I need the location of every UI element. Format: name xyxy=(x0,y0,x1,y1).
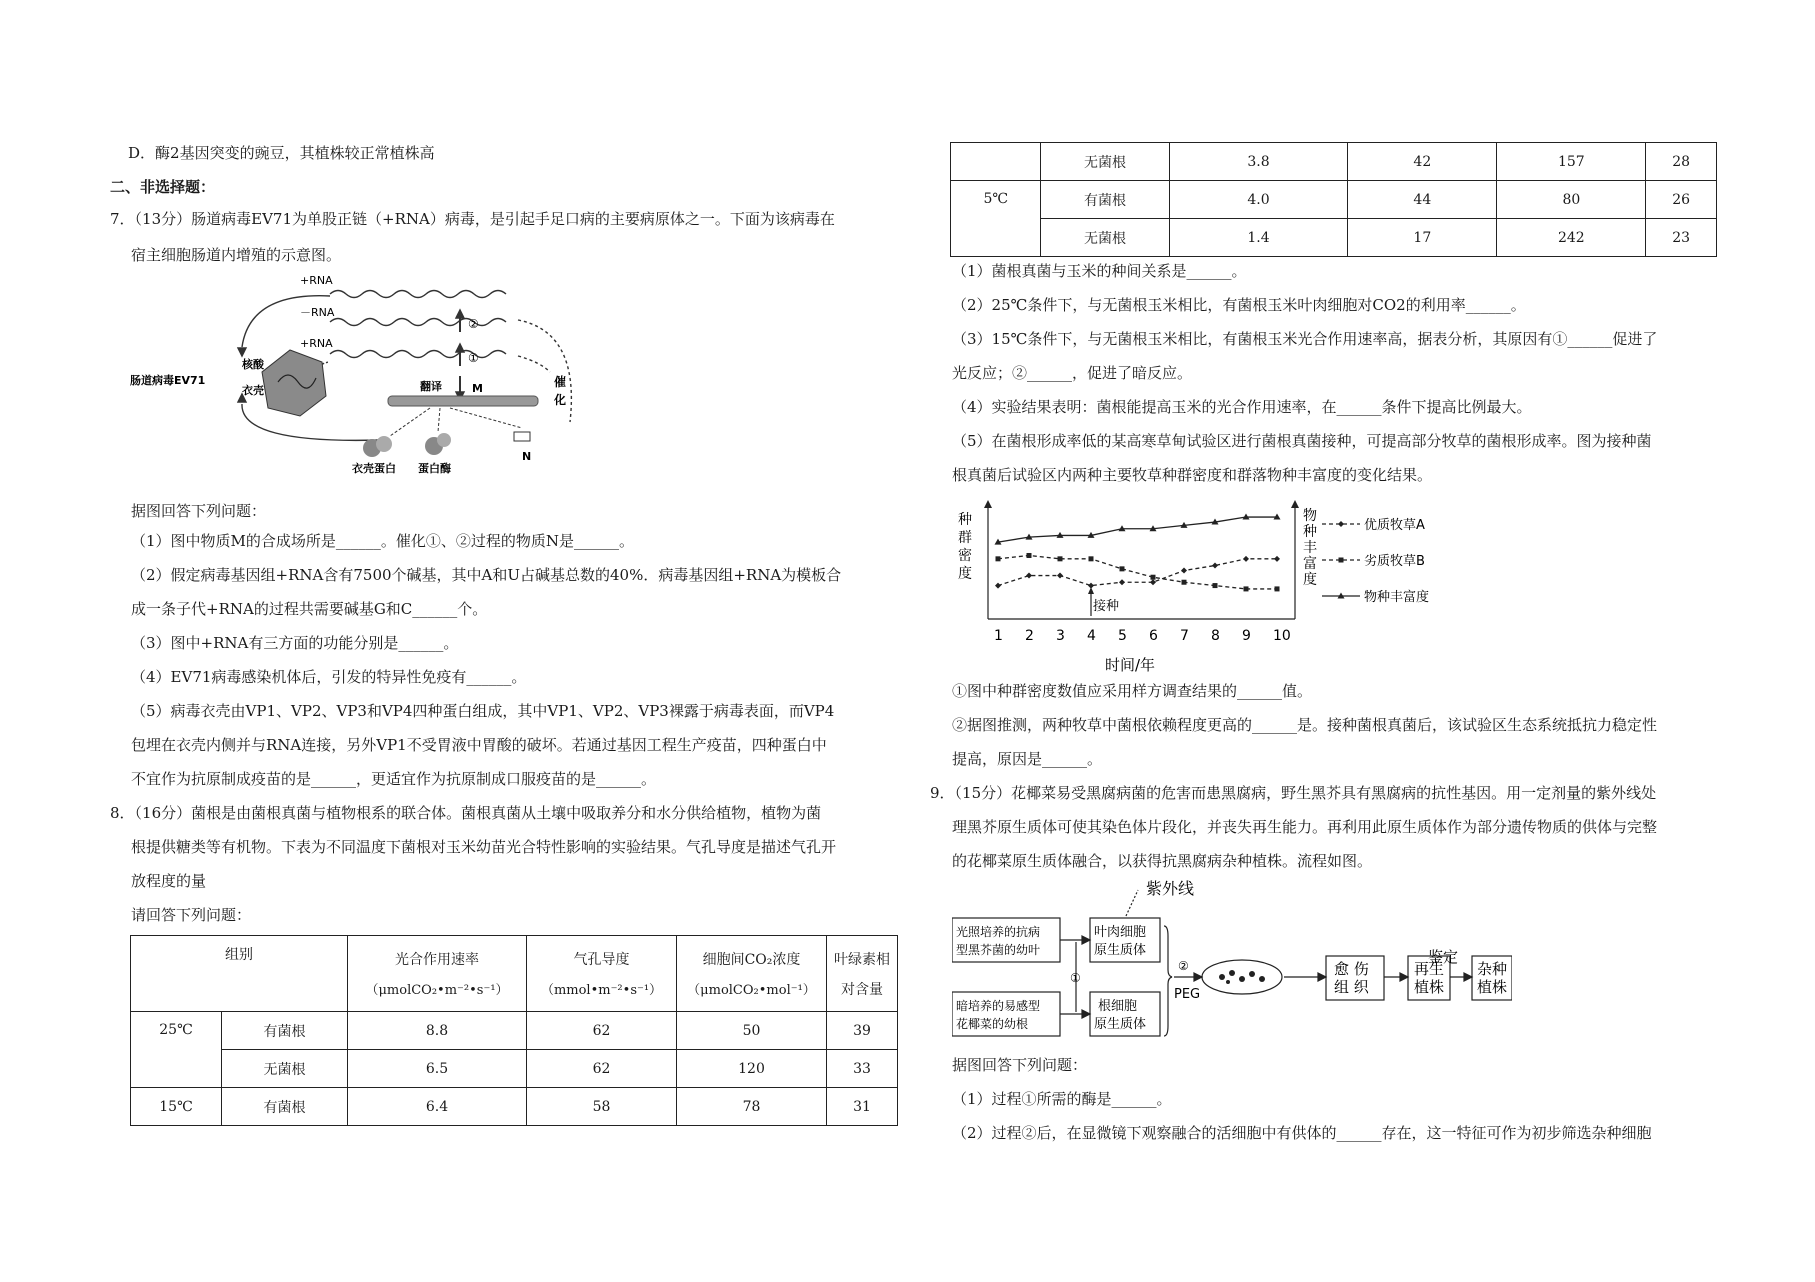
y-right-char: 种 xyxy=(1303,524,1317,540)
series-a-point xyxy=(1243,556,1249,562)
flow-step1: ① xyxy=(1070,971,1081,985)
q9-prompt: 据图回答下列问题： xyxy=(952,1056,1088,1074)
series-b-point xyxy=(1244,586,1249,591)
hybrid-line1: 杂种 xyxy=(1477,960,1508,978)
series-b-point xyxy=(1089,556,1094,561)
flow-step2: ② xyxy=(1178,959,1189,973)
series-b-point xyxy=(1120,566,1125,571)
q8-sub2: （2）25℃条件下，与无菌根玉米相比，有菌根玉米叶肉细胞对CO2的利用率______。 xyxy=(952,296,1526,314)
peg-label: PEG xyxy=(1174,987,1201,1002)
series-a-point xyxy=(1057,573,1063,579)
q8-sub5b: 根真菌后试验区内两种主要牧草种群密度和群落物种丰富度的变化结果。 xyxy=(952,466,1433,484)
q7-sub1: （1）图中物质M的合成场所是______。催化①、②过程的物质N是______。 xyxy=(131,532,635,550)
series-b-point xyxy=(996,556,1001,561)
enzyme-label: 蛋白酶 xyxy=(418,462,451,475)
q8-stem-1: 8．（16分）菌根是由菌根真菌与植物根系的联合体。菌根真菌从土壤中吸取养分和水分供给植物，植物为菌 xyxy=(110,804,822,822)
header-chlorophyll: 叶绿素相 对含量 xyxy=(827,936,898,1012)
box1-line1: 光照培养的抗病 xyxy=(956,925,1041,939)
table-row: 无菌根 1.4 17 242 23 xyxy=(951,219,1717,257)
q9-stem-2: 理黑芥原生质体可使其染色体片段化，并丧失再生能力。再利用此原生质体作为部分遗传物质的供体与完整 xyxy=(952,818,1658,836)
nucleic-acid-label: 核酸 xyxy=(242,358,264,371)
series-a-point xyxy=(1119,579,1125,585)
y-left-char: 群 xyxy=(958,530,972,546)
q8-prompt: 请回答下列问题： xyxy=(131,906,252,924)
callus-line1: 愈 伤 xyxy=(1334,960,1369,978)
legend-label: 优质牧草A xyxy=(1364,518,1425,533)
x-tick-label: 1 xyxy=(994,628,1003,644)
q7-sub5c: 不宜作为抗原制成疫苗的是______，更适宜作为抗原制成口服疫苗的是______。 xyxy=(131,770,657,788)
box3-line2: 花椰菜的幼根 xyxy=(956,1017,1029,1031)
series-b-point xyxy=(1213,583,1218,588)
q8-sub3b: 光反应；②______，促进了暗反应。 xyxy=(952,364,1193,382)
q7-prompt: 据图回答下列问题： xyxy=(131,502,267,520)
x-tick-label: 10 xyxy=(1273,628,1291,644)
table-row: 15℃ 有菌根 6.4 58 78 31 xyxy=(131,1088,898,1126)
table-row: 25℃ 有菌根 8.8 62 50 39 xyxy=(131,1012,898,1050)
box2-line1: 叶肉细胞 xyxy=(1094,925,1147,940)
table-row: 5℃ 有菌根 4.0 44 80 26 xyxy=(951,181,1717,219)
q7-stem-1: 7．（13分）肠道病毒EV71为单股正链（+RNA）病毒，是引起手足口病的主要病原体之一。下面为该病毒在 xyxy=(110,210,835,228)
hybrid-line2: 植株 xyxy=(1477,978,1508,996)
translation-label: 翻译 xyxy=(420,380,442,393)
table-row: 无菌根 3.8 42 157 28 xyxy=(951,143,1717,181)
photosynthesis-table-continued xyxy=(950,142,1717,257)
catalyze-label-2: 化 xyxy=(554,393,567,407)
section-title: 二、非选择题： xyxy=(110,178,216,196)
box4-line2: 原生质体 xyxy=(1094,1017,1147,1032)
legend-marker xyxy=(1339,558,1344,563)
q8-sub1: （1）菌根真菌与玉米的种间关系是______。 xyxy=(952,262,1247,280)
y-left-char: 种 xyxy=(958,512,972,528)
regen-line2: 植株 xyxy=(1414,978,1445,996)
population-density-chart xyxy=(950,494,1450,676)
header-co2: 细胞间CO₂浓度 （μmolCO₂•mol⁻¹） xyxy=(677,936,827,1012)
y-right-char: 物 xyxy=(1303,508,1317,524)
q7-sub4: （4）EV71病毒感染机体后，引发的特异性免疫有______。 xyxy=(131,668,527,686)
series-b-point xyxy=(1151,575,1156,580)
q9-stem-1: 9．（15分）花椰菜易受黑腐病菌的危害而患黑腐病，野生黑芥具有黑腐病的抗性基因。用一定剂量的紫外线处 xyxy=(930,784,1657,802)
q8-sub5-1: ①图中种群密度数值应采用样方调查结果的______值。 xyxy=(952,682,1313,700)
series-a-point xyxy=(1026,573,1032,579)
photosynthesis-table xyxy=(130,935,898,1126)
series-b-point xyxy=(1182,580,1187,585)
y-left-char: 密 xyxy=(958,548,972,564)
y-right-char: 富 xyxy=(1303,556,1317,572)
box2-line2: 原生质体 xyxy=(1094,943,1147,958)
capsid-protein-label: 衣壳蛋白 xyxy=(352,462,396,475)
regen-line1: 再生 xyxy=(1414,960,1445,978)
legend-label: 物种丰富度 xyxy=(1364,590,1430,605)
q8-sub3a: （3）15℃条件下，与无菌根玉米相比，有菌根玉米光合作用速率高，据表分析，其原因有①______促进了 xyxy=(952,330,1658,348)
series-a-point xyxy=(1150,579,1156,585)
rna-mid-label: －RNA xyxy=(300,306,335,319)
fusion-flow-diagram xyxy=(952,880,1512,1050)
series-line-3 xyxy=(998,517,1277,542)
legend-label: 劣质牧草B xyxy=(1364,554,1425,569)
series-line-2 xyxy=(998,555,1277,588)
q7-sub5b: 包埋在衣壳内侧并与RNA连接，另外VP1不受胃液中胃酸的破坏。若通过基因工程生产疫苗，四种蛋白中 xyxy=(131,736,827,754)
x-axis-title: 时间/年 xyxy=(1105,656,1156,674)
rna-top-label: +RNA xyxy=(300,274,333,287)
step2-label: ② xyxy=(468,317,479,331)
table-row: 无菌根 6.5 62 120 33 xyxy=(131,1050,898,1088)
series-b-point xyxy=(1058,556,1063,561)
x-tick-label: 2 xyxy=(1025,628,1034,644)
legend-marker xyxy=(1338,521,1344,527)
step1-label: ① xyxy=(468,351,479,365)
series-b-point xyxy=(1275,586,1280,591)
q6-option-d: D．酶2基因突变的豌豆，其植株较正常植株高 xyxy=(128,144,435,162)
q7-sub5a: （5）病毒衣壳由VP1、VP2、VP3和VP4四种蛋白组成，其中VP1、VP2、VP3裸露于病毒表面，而VP4 xyxy=(131,702,835,720)
x-tick-label: 4 xyxy=(1087,628,1096,644)
identify-label: 鉴定 xyxy=(1428,948,1459,966)
q7-sub3: （3）图中+RNA有三方面的功能分别是______。 xyxy=(131,634,459,652)
virus-name-label: 肠道病毒EV71 xyxy=(130,374,206,387)
series-a-point xyxy=(1212,563,1218,569)
series-a-point xyxy=(1274,556,1280,562)
q7-stem-2: 宿主细胞肠道内增殖的示意图。 xyxy=(131,246,342,264)
x-tick-label: 9 xyxy=(1242,628,1251,644)
q8-stem-2: 根提供糖类等有机物。下表为不同温度下菌根对玉米幼苗光合特性影响的实验结果。气孔导度是描述气孔开 xyxy=(131,838,837,856)
uv-label: 紫外线 xyxy=(1146,880,1195,898)
x-tick-label: 5 xyxy=(1118,628,1127,644)
q8-sub5a: （5）在菌根形成率低的某高寒草甸试验区进行菌根真菌接种，可提高部分牧草的菌根形成率。图为接种菌 xyxy=(952,432,1652,450)
header-group: 组别 xyxy=(131,936,348,1012)
capsid-label: 衣壳 xyxy=(242,384,264,397)
callus-line2: 组 织 xyxy=(1334,978,1369,996)
series-a-point xyxy=(1181,568,1187,574)
y-left-char: 度 xyxy=(958,566,972,582)
inoculation-label: 接种 xyxy=(1093,599,1120,614)
header-stomatal: 气孔导度 （mmol•m⁻²•s⁻¹） xyxy=(527,936,677,1012)
q9-stem-3: 的花椰菜原生质体融合，以获得抗黑腐病杂种植株。流程如图。 xyxy=(952,852,1373,870)
q8-sub4: （4）实验结果表明：菌根能提高玉米的光合作用速率，在______条件下提高比例最大。 xyxy=(952,398,1532,416)
header-rate: 光合作用速率 （μmolCO₂•m⁻²•s⁻¹） xyxy=(348,936,527,1012)
x-tick-label: 3 xyxy=(1056,628,1065,644)
q8-sub5-2a: ②据图推测，两种牧草中菌根依赖程度更高的______是。接种菌根真菌后，该试验区生态系统抵抗力稳定性 xyxy=(952,716,1658,734)
rna-bottom-label: +RNA xyxy=(300,337,333,350)
box3-line1: 暗培养的易感型 xyxy=(956,999,1041,1013)
q7-sub2a: （2）假定病毒基因组+RNA含有7500个碱基，其中A和U占碱基总数的40%．病毒基因组+RNA为模板合 xyxy=(131,566,842,584)
x-tick-label: 7 xyxy=(1180,628,1189,644)
box4-line1: 根细胞 xyxy=(1098,999,1138,1014)
box1-line2: 型黑芥菌的幼叶 xyxy=(956,943,1041,957)
m-label: M xyxy=(472,382,483,395)
q9-sub2: （2）过程②后，在显微镜下观察融合的活细胞中有供体的______存在，这一特征可作为初步筛选杂种细胞 xyxy=(952,1124,1652,1142)
catalyze-label: 催 xyxy=(554,375,567,389)
q8-stem-3: 放程度的量 xyxy=(131,872,207,890)
series-b-point xyxy=(1027,553,1032,558)
series-a-point xyxy=(995,583,1001,589)
virus-replication-diagram xyxy=(130,272,590,477)
q7-sub2b: 成一条子代+RNA的过程共需要碱基G和C______个。 xyxy=(131,600,488,618)
series-line-1 xyxy=(998,559,1277,586)
q9-sub1: （1）过程①所需的酶是______。 xyxy=(952,1090,1172,1108)
y-right-char: 度 xyxy=(1303,572,1317,588)
x-tick-label: 6 xyxy=(1149,628,1158,644)
y-right-char: 丰 xyxy=(1303,540,1317,556)
q8-sub5-2b: 提高，原因是______。 xyxy=(952,750,1103,768)
x-tick-label: 8 xyxy=(1211,628,1220,644)
n-label: N xyxy=(522,450,532,463)
